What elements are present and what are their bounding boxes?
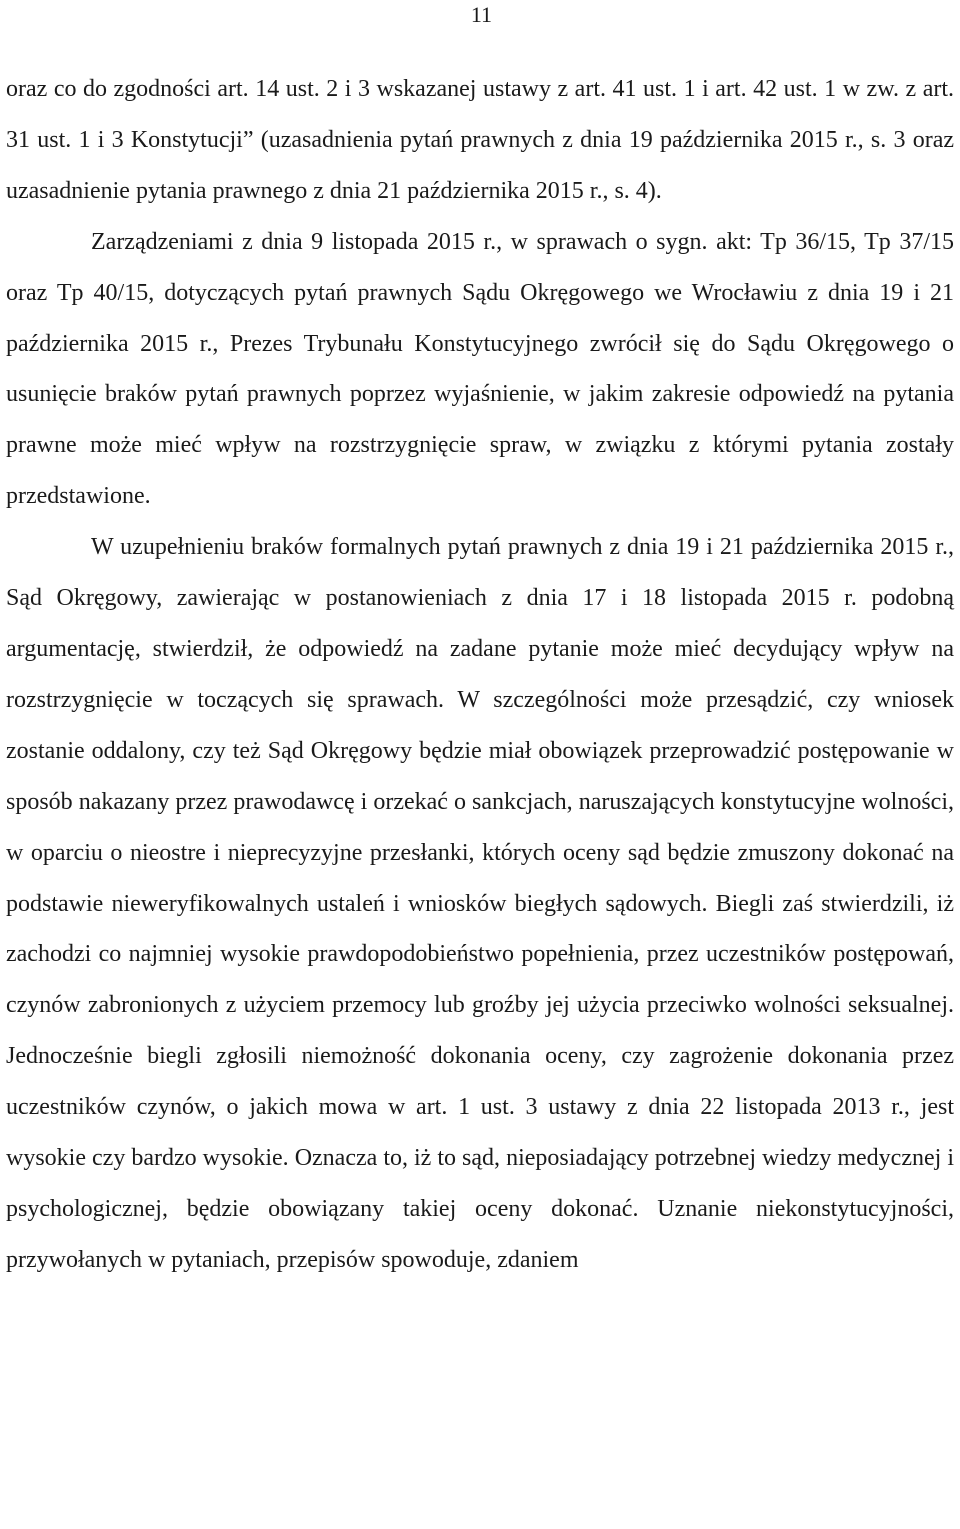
document-body bbox=[6, 64, 954, 1286]
paragraph-zarzadzenia: Zarządzeniami z dnia 9 listopada 2015 r., w sprawach o sygn. akt: Tp 36/15, Tp 37/15 oraz Tp 40/15, dotyczących pytań prawnych Sądu Okręgowego we Wrocławiu z dnia 19 i 21 października 2015 r., Prezes Trybunału Konstytucyjnego zwrócił się do Sądu Okręgowego o usunięcie braków pytań prawnych poprzez wyjaśnienie, w jakim zakresie odpowiedź na pytania prawne może mieć wpływ na rozstrzygnięcie spraw, w związku z którymi pytania zostały przedstawione. bbox=[6, 228, 954, 510]
page-number: 11 bbox=[470, 2, 492, 27]
paragraph-continuation: oraz co do zgodności art. 14 ust. 2 i 3 wskazanej ustawy z art. 41 ust. 1 i art. 42 ust. 1 w zw. z art. 31 ust. 1 i 3 Konstytucji” (uzasadnienia pytań prawnych z dnia 19 października 2015 r., s. 3 oraz uzasadnienie pytania prawnego z dnia 21 października 2015 r., s. 4). bbox=[6, 76, 954, 204]
paragraph-uzupelnienie: W uzupełnieniu braków formalnych pytań prawnych z dnia 19 i 21 października 2015 r., Sąd Okręgowy, zawierając w postanowieniach z dnia 17 i 18 listopada 2015 r. podobną argumentację, stwierdził, że odpowiedź na zadane pytanie może mieć decydujący wpływ na rozstrzygnięcie w toczących się sprawach. W szczególności może przesądzić, czy wniosek zostanie oddalony, czy też Sąd Okręgowy będzie miał obowiązek przeprowadzić postępowanie w sposób nakazany przez prawodawcę i orzekać o sankcjach, naruszających konstytucyjne wolności, w oparciu o nieostre i nieprecyzyjne przesłanki, których oceny sąd będzie zmuszony dokonać na podstawie nieweryfikowalnych ustaleń i wniosków biegłych sądowych. Biegli zaś stwierdzili, iż zachodzi co najmniej wysokie prawdopodobieństwo popełnienia, przez uczestników postępowań, czynów zabronionych z użyciem przemocy lub groźby jej użycia przeciwko wolności seksualnej. Jednocześnie biegli zgłosili niemożność dokonania oceny, czy zagrożenie dokonania przez uczestników czynów, o jakich mowa w art. 1 ust. 3 ustawy z dnia 22 listopada 2013 r., jest wysokie czy bardzo wysokie. Oznacza to, iż to sąd, nieposiadający potrzebnej wiedzy medycznej i psychologicznej, będzie obowiązany takiej oceny dokonać. Uznanie niekonstytucyjności, przywołanych w pytaniach, przepisów spowoduje, zdaniem bbox=[6, 534, 954, 1273]
